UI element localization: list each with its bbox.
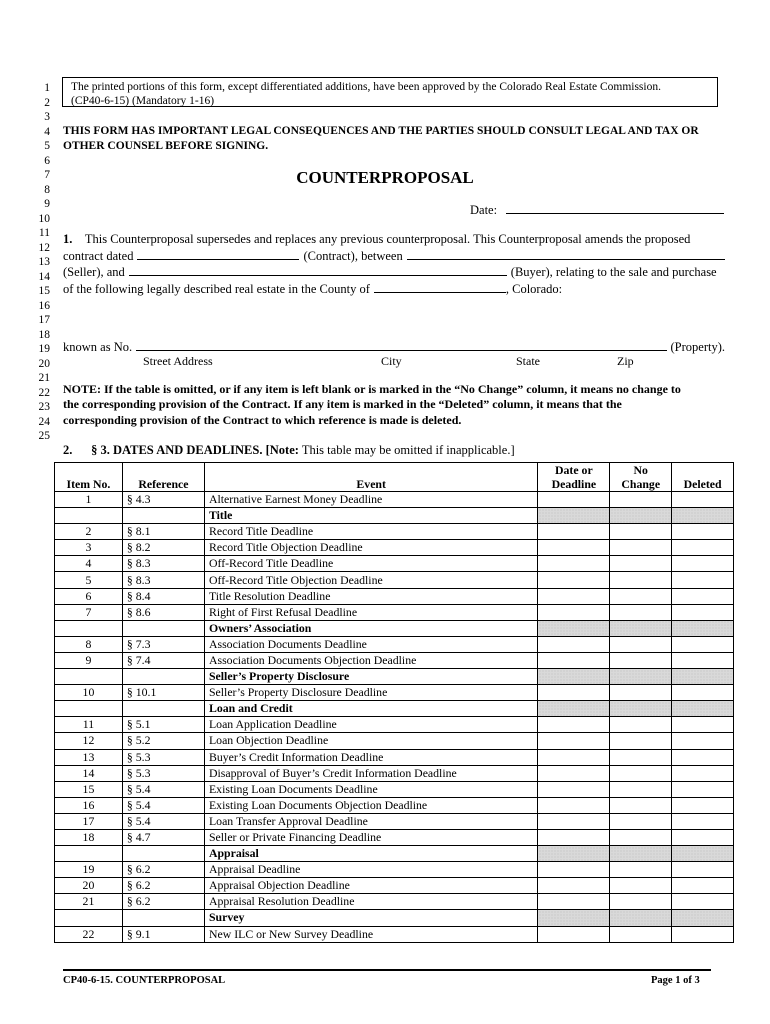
reference-cell: § 7.4	[122, 652, 204, 668]
date-input-line[interactable]	[506, 201, 724, 214]
event-cell: Right of First Refusal Deadline	[204, 604, 537, 620]
buyer-relating-label: (Buyer), relating to the sale and purchase	[510, 265, 717, 280]
event-cell: Off-Record Title Objection Deadline	[204, 572, 537, 588]
item-no-cell: 13	[55, 749, 123, 765]
item-no-cell: 6	[55, 588, 123, 604]
date-deadline-cell[interactable]	[538, 797, 610, 813]
reference-cell: § 6.2	[122, 878, 204, 894]
reference-cell: § 6.2	[122, 894, 204, 910]
date-deadline-cell	[538, 620, 610, 636]
no-change-cell[interactable]	[610, 733, 672, 749]
contract-dated-label: contract dated	[63, 248, 134, 263]
no-change-cell[interactable]	[610, 540, 672, 556]
event-cell: Alternative Earnest Money Deadline	[204, 492, 537, 508]
known-as-label: known as No.	[63, 340, 133, 354]
event-cell: Seller’s Property Disclosure Deadline	[204, 685, 537, 701]
table-note-line1: NOTE: If the table is omitted, or if any item is left blank or is marked in the “No Change” column, it means no change to	[63, 382, 681, 396]
seller-and-label: (Seller), and	[63, 265, 125, 280]
table-row	[55, 652, 734, 668]
section-heading-cell: Title	[204, 508, 537, 524]
table-row	[55, 524, 734, 540]
line-number: 25	[38, 430, 50, 442]
reference-cell	[122, 846, 204, 862]
item-no-cell: 1	[55, 492, 123, 508]
reference-cell: § 8.2	[122, 540, 204, 556]
no-change-cell[interactable]	[610, 894, 672, 910]
reference-cell	[122, 910, 204, 926]
no-change-cell	[610, 846, 672, 862]
county-input-line[interactable]	[374, 280, 506, 293]
contract-between-label: (Contract), between	[303, 248, 403, 263]
deleted-cell[interactable]	[672, 604, 734, 620]
reference-cell: § 5.3	[122, 765, 204, 781]
header-date-deadline: Date or Deadline	[538, 463, 610, 492]
deleted-cell[interactable]	[672, 572, 734, 588]
date-deadline-cell	[538, 910, 610, 926]
section-heading-cell: Survey	[204, 910, 537, 926]
date-deadline-cell[interactable]	[538, 765, 610, 781]
no-change-cell	[610, 701, 672, 717]
deleted-cell[interactable]	[672, 781, 734, 797]
legal-warning-line1: THIS FORM HAS IMPORTANT LEGAL CONSEQUENCES AND THE PARTIES SHOULD CONSULT LEGAL AND TAX OR	[63, 125, 699, 137]
date-deadline-cell	[538, 669, 610, 685]
date-deadline-cell[interactable]	[538, 556, 610, 572]
reference-cell: § 5.4	[122, 781, 204, 797]
date-deadline-cell[interactable]	[538, 878, 610, 894]
approval-notice-line2: (CP40-6-15) (Mandatory 1-16)	[71, 95, 215, 107]
paragraph-1-number: 1.	[63, 232, 73, 246]
date-deadline-cell[interactable]	[538, 492, 610, 508]
date-deadline-cell	[538, 846, 610, 862]
table-row	[55, 797, 734, 813]
event-cell: Appraisal Resolution Deadline	[204, 894, 537, 910]
table-row	[55, 894, 734, 910]
date-deadline-cell[interactable]	[538, 652, 610, 668]
line-number: 17	[38, 314, 50, 326]
event-cell: Association Documents Deadline	[204, 636, 537, 652]
no-change-cell[interactable]	[610, 492, 672, 508]
date-deadline-cell[interactable]	[538, 749, 610, 765]
no-change-cell[interactable]	[610, 781, 672, 797]
item-no-cell: 15	[55, 781, 123, 797]
section-2-note-text: This table may be omitted if inapplicable.]	[301, 443, 515, 457]
reference-cell	[122, 620, 204, 636]
deleted-cell[interactable]	[672, 862, 734, 878]
line-number: 15	[38, 285, 50, 297]
item-no-cell	[55, 508, 123, 524]
table-section-row	[55, 669, 734, 685]
table-row	[55, 492, 734, 508]
event-cell: Title Resolution Deadline	[204, 588, 537, 604]
date-deadline-cell[interactable]	[538, 894, 610, 910]
line-number: 19	[38, 343, 50, 355]
item-no-cell: 3	[55, 540, 123, 556]
legal-warning	[63, 124, 725, 153]
table-row	[55, 636, 734, 652]
reference-cell: § 5.4	[122, 797, 204, 813]
event-cell: New ILC or New Survey Deadline	[204, 926, 537, 942]
date-deadline-cell[interactable]	[538, 588, 610, 604]
city-label: City	[381, 354, 402, 368]
deleted-cell[interactable]	[672, 733, 734, 749]
deleted-cell[interactable]	[672, 878, 734, 894]
approval-notice-line1: The printed portions of this form, except differentiated additions, have been approved by the Colorado Real Estate Commission.	[71, 81, 661, 93]
section-heading-cell: Loan and Credit	[204, 701, 537, 717]
reference-cell	[122, 508, 204, 524]
item-no-cell: 14	[55, 765, 123, 781]
table-note	[63, 382, 725, 428]
table-row	[55, 926, 734, 942]
deleted-cell[interactable]	[672, 556, 734, 572]
table-row	[55, 862, 734, 878]
table-row	[55, 604, 734, 620]
reference-cell: § 4.7	[122, 829, 204, 845]
item-no-cell: 20	[55, 878, 123, 894]
footer-page-number: Page 1 of 3	[651, 975, 700, 986]
line-number: 2	[44, 96, 50, 109]
reference-cell: § 4.3	[122, 492, 204, 508]
section-2-heading	[63, 443, 515, 458]
reference-cell: § 7.3	[122, 636, 204, 652]
reference-cell: § 5.1	[122, 717, 204, 733]
deleted-cell[interactable]	[672, 813, 734, 829]
date-deadline-cell[interactable]	[538, 781, 610, 797]
property-address-input-line[interactable]	[136, 338, 666, 351]
deleted-cell[interactable]	[672, 636, 734, 652]
header-item-no: Item No.	[55, 463, 123, 492]
date-deadline-cell[interactable]	[538, 862, 610, 878]
table-section-row	[55, 846, 734, 862]
table-row	[55, 749, 734, 765]
item-no-cell: 9	[55, 652, 123, 668]
date-deadline-cell[interactable]	[538, 604, 610, 620]
reference-cell: § 5.3	[122, 749, 204, 765]
county-label: of the following legally described real estate in the County of	[63, 281, 370, 296]
item-no-cell	[55, 910, 123, 926]
table-row	[55, 781, 734, 797]
item-no-cell: 4	[55, 556, 123, 572]
property-address-line	[63, 338, 725, 355]
event-cell: Loan Objection Deadline	[204, 733, 537, 749]
item-no-cell: 11	[55, 717, 123, 733]
document-title: COUNTERPROPOSAL	[296, 168, 474, 187]
event-cell: Existing Loan Documents Deadline	[204, 781, 537, 797]
line-number: 12	[38, 241, 50, 254]
no-change-cell[interactable]	[610, 926, 672, 942]
no-change-cell[interactable]	[610, 829, 672, 845]
reference-cell: § 8.3	[122, 572, 204, 588]
deleted-cell[interactable]	[672, 492, 734, 508]
buyer-name-input-line[interactable]	[129, 263, 507, 276]
footer-form-id: CP40-6-15. COUNTERPROPOSAL	[63, 975, 226, 986]
deleted-cell[interactable]	[672, 797, 734, 813]
contract-date-input-line[interactable]	[137, 247, 299, 260]
event-cell: Buyer’s Credit Information Deadline	[204, 749, 537, 765]
deleted-cell[interactable]	[672, 717, 734, 733]
no-change-cell[interactable]	[610, 572, 672, 588]
reference-cell: § 9.1	[122, 926, 204, 942]
item-no-cell	[55, 669, 123, 685]
deleted-cell[interactable]	[672, 524, 734, 540]
deleted-cell	[672, 701, 734, 717]
no-change-cell[interactable]	[610, 765, 672, 781]
table-section-row	[55, 701, 734, 717]
item-no-cell: 16	[55, 797, 123, 813]
line-number: 10	[38, 212, 50, 225]
table-row	[55, 588, 734, 604]
header-event: Event	[204, 463, 537, 492]
table-header-row	[55, 463, 734, 492]
table-row	[55, 829, 734, 845]
reference-cell: § 5.4	[122, 813, 204, 829]
event-cell: Appraisal Objection Deadline	[204, 878, 537, 894]
line-number: 14	[38, 270, 50, 283]
reference-cell: § 8.4	[122, 588, 204, 604]
no-change-cell	[610, 910, 672, 926]
reference-cell	[122, 701, 204, 717]
table-note-line3: corresponding provision of the Contract to which reference is made is deleted.	[63, 412, 462, 427]
deleted-cell[interactable]	[672, 540, 734, 556]
line-number: 3	[44, 111, 50, 123]
item-no-cell	[55, 701, 123, 717]
reference-cell: § 10.1	[122, 685, 204, 701]
section-2-title: § 3. DATES AND DEADLINES.	[91, 443, 263, 457]
deleted-cell[interactable]	[672, 765, 734, 781]
no-change-cell[interactable]	[610, 813, 672, 829]
table-row	[55, 765, 734, 781]
deleted-cell	[672, 508, 734, 524]
deleted-cell[interactable]	[672, 749, 734, 765]
seller-name-input-line[interactable]	[407, 247, 725, 260]
no-change-cell[interactable]	[610, 749, 672, 765]
line-number: 20	[38, 357, 50, 370]
approval-notice-box	[62, 77, 718, 107]
date-deadline-cell[interactable]	[538, 540, 610, 556]
table-row	[55, 717, 734, 733]
line-number: 4	[44, 125, 50, 138]
item-no-cell: 18	[55, 829, 123, 845]
item-no-cell: 2	[55, 524, 123, 540]
line-number: 8	[44, 183, 50, 196]
event-cell: Existing Loan Documents Objection Deadline	[204, 797, 537, 813]
line-number: 5	[44, 140, 50, 152]
line-number: 21	[38, 372, 50, 384]
table-section-row	[55, 620, 734, 636]
no-change-cell[interactable]	[610, 588, 672, 604]
table-row	[55, 878, 734, 894]
event-cell: Off-Record Title Deadline	[204, 556, 537, 572]
deleted-cell[interactable]	[672, 829, 734, 845]
section-2-number: 2.	[63, 443, 73, 457]
deleted-cell[interactable]	[672, 588, 734, 604]
deleted-cell	[672, 910, 734, 926]
header-reference: Reference	[122, 463, 204, 492]
line-number: 1	[44, 82, 50, 94]
table-row	[55, 540, 734, 556]
table-section-row	[55, 910, 734, 926]
no-change-cell[interactable]	[610, 652, 672, 668]
item-no-cell: 5	[55, 572, 123, 588]
deleted-cell[interactable]	[672, 652, 734, 668]
header-deleted: Deleted	[672, 463, 734, 492]
dates-deadlines-table	[54, 462, 734, 943]
no-change-cell	[610, 620, 672, 636]
line-number: 13	[38, 256, 50, 268]
table-body	[55, 492, 734, 943]
date-deadline-cell	[538, 701, 610, 717]
item-no-cell: 10	[55, 685, 123, 701]
paragraph-1-line1: This Counterproposal supersedes and replaces any previous counterproposal. This Counterproposal amends the proposed	[84, 232, 691, 246]
table-row	[55, 685, 734, 701]
line-numbers	[30, 81, 50, 444]
deleted-cell	[672, 620, 734, 636]
event-cell: Association Documents Objection Deadline	[204, 652, 537, 668]
item-no-cell: 7	[55, 604, 123, 620]
no-change-cell[interactable]	[610, 685, 672, 701]
event-cell: Record Title Deadline	[204, 524, 537, 540]
line-number: 18	[38, 328, 50, 341]
date-label: Date:	[470, 203, 498, 217]
date-deadline-cell[interactable]	[538, 926, 610, 942]
line-number: 16	[38, 299, 50, 312]
line-number: 22	[38, 386, 50, 399]
date-field	[470, 201, 724, 218]
event-cell: Record Title Objection Deadline	[204, 540, 537, 556]
table-note-line2: the corresponding provision of the Contract. If any item is marked in the “Deleted” column, it means that the	[63, 397, 622, 412]
date-deadline-cell	[538, 508, 610, 524]
item-no-cell: 12	[55, 733, 123, 749]
deleted-cell	[672, 669, 734, 685]
deleted-cell	[672, 846, 734, 862]
event-cell: Seller or Private Financing Deadline	[204, 829, 537, 845]
table-row	[55, 572, 734, 588]
event-cell: Disapproval of Buyer’s Credit Information Deadline	[204, 765, 537, 781]
no-change-cell	[610, 508, 672, 524]
property-suffix-label: (Property).	[670, 340, 725, 354]
item-no-cell: 21	[55, 894, 123, 910]
event-cell: Loan Transfer Approval Deadline	[204, 813, 537, 829]
date-deadline-cell[interactable]	[538, 685, 610, 701]
street-address-label: Street Address	[143, 354, 213, 368]
date-deadline-cell[interactable]	[538, 524, 610, 540]
reference-cell: § 8.1	[122, 524, 204, 540]
header-no-change: No Change	[610, 463, 672, 492]
date-deadline-cell[interactable]	[538, 636, 610, 652]
section-2-note-label: [Note:	[265, 443, 299, 457]
reference-cell: § 5.2	[122, 733, 204, 749]
item-no-cell: 19	[55, 862, 123, 878]
reference-cell	[122, 669, 204, 685]
paragraph-1	[63, 232, 725, 296]
section-heading-cell: Seller’s Property Disclosure	[204, 669, 537, 685]
table-row	[55, 556, 734, 572]
deleted-cell[interactable]	[672, 685, 734, 701]
date-deadline-cell[interactable]	[538, 717, 610, 733]
no-change-cell[interactable]	[610, 797, 672, 813]
line-number: 7	[44, 169, 50, 181]
item-no-cell: 22	[55, 926, 123, 942]
colorado-label: , Colorado:	[505, 281, 563, 296]
line-number: 6	[44, 154, 50, 167]
no-change-cell[interactable]	[610, 556, 672, 572]
no-change-cell[interactable]	[610, 717, 672, 733]
date-deadline-cell[interactable]	[538, 733, 610, 749]
item-no-cell: 17	[55, 813, 123, 829]
no-change-cell[interactable]	[610, 878, 672, 894]
date-deadline-cell[interactable]	[538, 829, 610, 845]
reference-cell: § 8.6	[122, 604, 204, 620]
line-number: 24	[38, 415, 50, 428]
no-change-cell[interactable]	[610, 636, 672, 652]
deleted-cell[interactable]	[672, 926, 734, 942]
line-number: 23	[38, 401, 50, 413]
legal-warning-line2: OTHER COUNSEL BEFORE SIGNING.	[63, 139, 269, 152]
line-number: 11	[38, 227, 50, 239]
item-no-cell	[55, 846, 123, 862]
section-heading-cell: Owners’ Association	[204, 620, 537, 636]
section-heading-cell: Appraisal	[204, 846, 537, 862]
no-change-cell[interactable]	[610, 524, 672, 540]
no-change-cell	[610, 669, 672, 685]
event-cell: Appraisal Deadline	[204, 862, 537, 878]
no-change-cell[interactable]	[610, 604, 672, 620]
item-no-cell	[55, 620, 123, 636]
event-cell: Loan Application Deadline	[204, 717, 537, 733]
date-deadline-cell[interactable]	[538, 572, 610, 588]
footer-rule	[63, 969, 711, 971]
table-row	[55, 813, 734, 829]
line-number: 9	[44, 198, 50, 210]
date-deadline-cell[interactable]	[538, 813, 610, 829]
table-section-row	[55, 508, 734, 524]
reference-cell: § 6.2	[122, 862, 204, 878]
deleted-cell[interactable]	[672, 894, 734, 910]
state-label: State	[516, 354, 540, 368]
zip-label: Zip	[617, 354, 634, 368]
no-change-cell[interactable]	[610, 862, 672, 878]
reference-cell: § 8.3	[122, 556, 204, 572]
item-no-cell: 8	[55, 636, 123, 652]
table-row	[55, 733, 734, 749]
